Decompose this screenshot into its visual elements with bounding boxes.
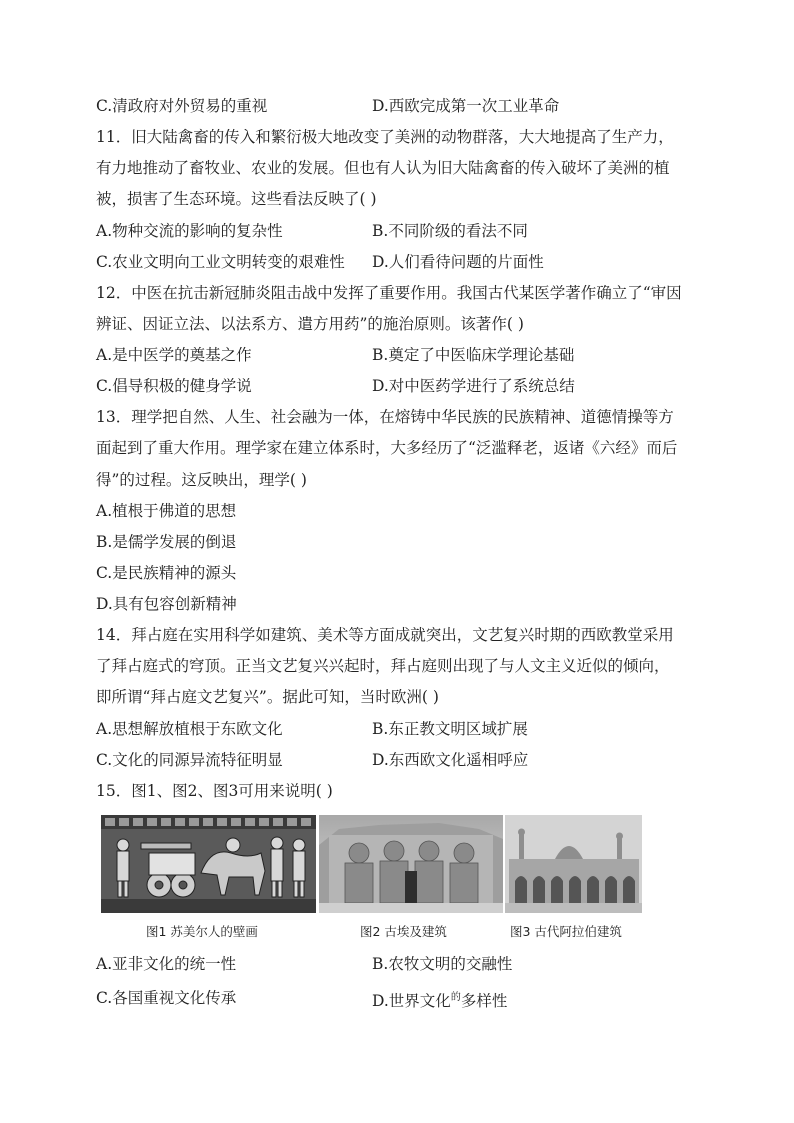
q15-option-a: A.亚非文化的统一性 [96,955,237,973]
q14-stem-line-1: 14．拜占庭在实用科学如建筑、美术等方面成就突出，文艺复兴时期的西欧教堂采用 [96,626,674,644]
q12-stem-line-1: 12．中医在抗击新冠肺炎阻击战中发挥了重要作用。我国古代某医学著作确立了“审因 [96,284,682,302]
figure-3-caption: 图3 古代阿拉伯建筑 [510,924,622,939]
q14-option-c: C.文化的同源异流特征明显 [96,751,283,769]
q13-stem-line-1: 13．理学把自然、人生、社会融为一体，在熔铸中华民族的民族精神、道德情操等方 [96,408,674,426]
q11-option-a: A.物种交流的影响的复杂性 [96,222,283,240]
q13-option-a: A.植根于佛道的思想 [96,502,237,520]
q11-option-c: C.农业文明向工业文明转变的艰难性 [96,253,345,271]
q15-option-d-superscript: 的 [450,992,461,1003]
q11-stem-line-3: 被，损害了生态环境。这些看法反映了( ) [96,190,377,208]
q14-stem-line-3: 即所谓“拜占庭文艺复兴”。据此可知，当时欧洲( ) [96,688,439,706]
q12-option-a: A.是中医学的奠基之作 [96,346,252,364]
q14-option-d: D.东西欧文化遥相呼应 [372,751,529,769]
q12-option-c: C.倡导积极的健身学说 [96,377,252,395]
q15-option-d [372,988,507,1011]
q13-stem-line-3: 得”的过程。这反映出，理学( ) [96,471,307,489]
q13-option-c: C.是民族精神的源头 [96,564,237,582]
q15-option-c: C.各国重视文化传承 [96,989,237,1007]
q11-stem-line-1: 11．旧大陆禽畜的传入和繁衍极大地改变了美洲的动物群落，大大地提高了生产力， [96,128,674,146]
q14-option-a: A.思想解放植根于东欧文化 [96,720,283,738]
q10-option-d: D.西欧完成第一次工业革命 [372,97,560,115]
q12-option-b: B.奠定了中医临床学理论基础 [372,346,575,364]
figure-1-sumerian-mural [101,815,316,913]
figure-3-arab-architecture [505,815,642,913]
q12-option-d: D.对中医药学进行了系统总结 [372,377,575,395]
q13-option-d: D.具有包容创新精神 [96,595,237,613]
q15-option-d-part-2: 多样性 [460,992,508,1010]
q10-option-c: C.清政府对外贸易的重视 [96,97,268,115]
figure-2-caption: 图2 古埃及建筑 [360,924,447,939]
q15-option-d-part-1: D.世界文化 [372,992,451,1010]
q11-option-b: B.不同阶级的看法不同 [372,222,528,240]
q14-stem-line-2: 了拜占庭式的穹顶。正当文艺复兴兴起时，拜占庭则出现了与人文主义近似的倾向， [96,657,670,675]
figure-2-egyptian-temple [319,815,503,913]
q15-stem: 15．图1、图2、图3可用来说明( ) [96,782,333,800]
q12-stem-line-2: 辨证、因证立法、以法系方、遣方用药”的施治原则。该著作( ) [96,315,524,333]
q15-option-b: B.农牧文明的交融性 [372,955,513,973]
q11-stem-line-2: 有力地推动了畜牧业、农业的发展。但也有人认为旧大陆禽畜的传入破坏了美洲的植 [96,159,670,177]
q13-stem-line-2: 面起到了重大作用。理学家在建立体系时，大多经历了“泛滥释老，返诸《六经》而后 [96,439,678,457]
q14-option-b: B.东正教文明区域扩展 [372,720,528,738]
figure-1-caption: 图1 苏美尔人的壁画 [146,924,258,939]
q13-option-b: B.是儒学发展的倒退 [96,533,237,551]
q11-option-d: D.人们看待问题的片面性 [372,253,544,271]
